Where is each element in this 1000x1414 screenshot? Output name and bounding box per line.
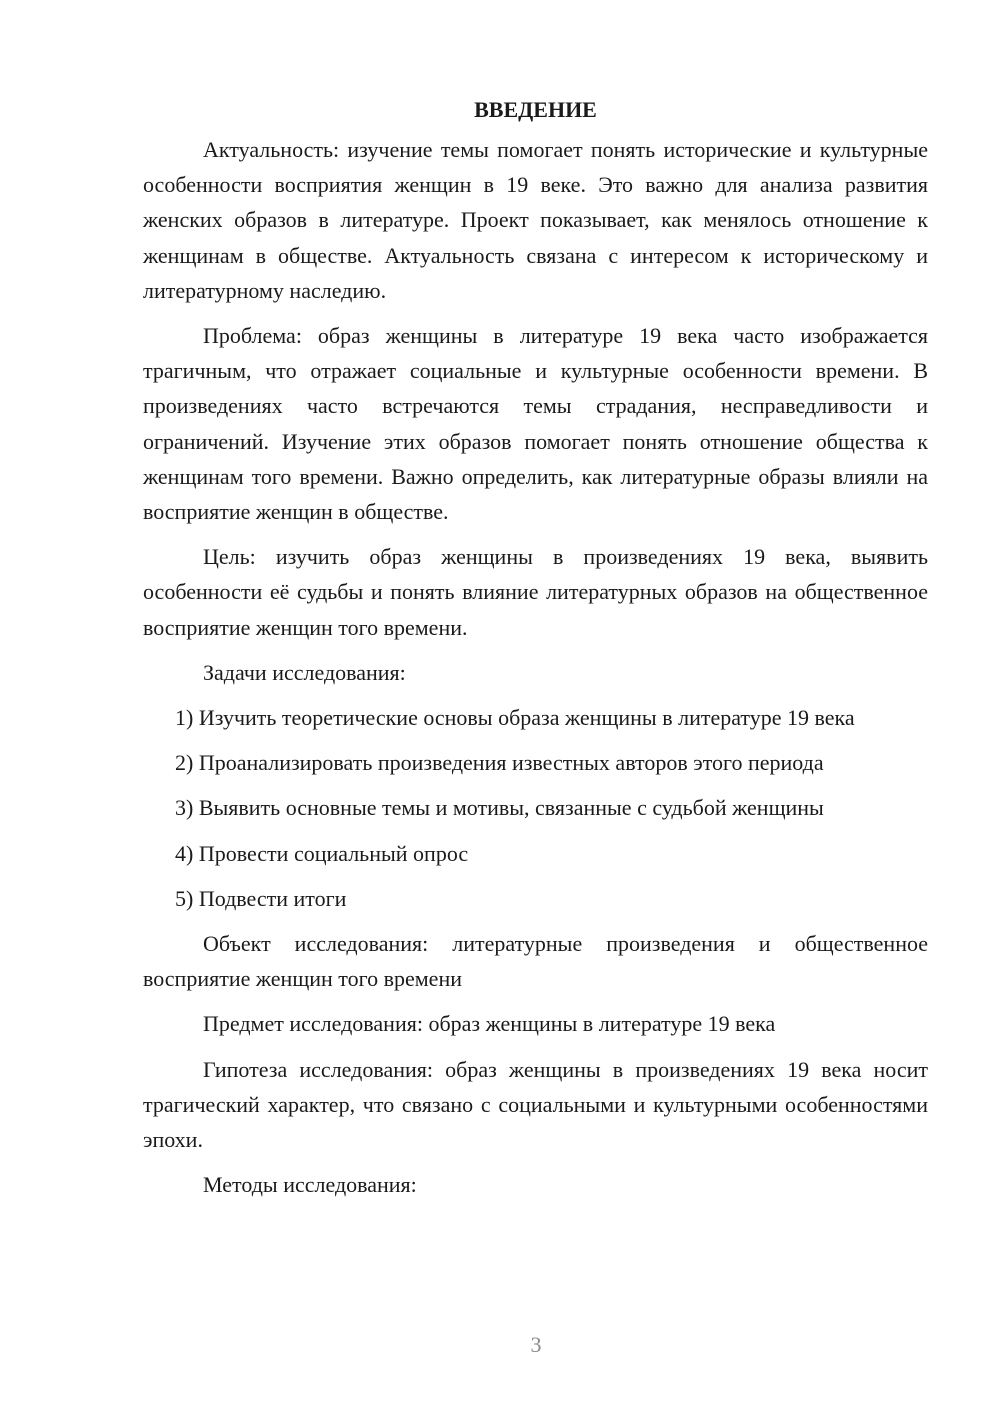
task-item-2: 2) Проанализировать произведения известных авторов этого периода — [175, 750, 824, 776]
tasks-heading: Задачи исследования: — [203, 659, 406, 685]
document-page — [143, 92, 928, 1212]
task-item-3: 3) Выявить основные темы и мотивы, связанные с судьбой женщины — [175, 795, 824, 821]
object-paragraph: Объект исследования: литературные произведения и общественное восприятие женщин того времени — [143, 931, 928, 992]
task-item-4: 4) Провести социальный опрос — [175, 840, 469, 866]
subject-paragraph: Предмет исследования: образ женщины в литературе 19 века — [203, 1011, 776, 1037]
hypothesis-paragraph: Гипотеза исследования: образ женщины в произведениях 19 века носит трагический характер, что связано с социальными и культурными особенностями эпохи. — [143, 1056, 928, 1153]
page-number: 3 — [530, 1332, 542, 1357]
page-title: ВВЕДЕНИЕ — [474, 97, 597, 122]
problem-paragraph: Проблема: образ женщины в литературе 19 века часто изображается трагичным, что отражает социальные и культурные особенности времени. В произведениях часто встречаются темы страдания, несправедливости и ограничений. Изучение этих образов помогает понять отношение общества к женщинам того времени. Важно определить, как литературные образы влияли на восприятие женщин в обществе. — [143, 323, 928, 525]
goal-paragraph: Цель: изучить образ женщины в произведениях 19 века, выявить особенности её судьбы и понять влияние литературных образов на общественное восприятие женщин того времени. — [143, 544, 928, 640]
task-item-1: 1) Изучить теоретические основы образа женщины в литературе 19 века — [175, 705, 855, 731]
relevance-paragraph: Актуальность: изучение темы помогает понять исторические и культурные особенности восприятия женщин в 19 веке. Это важно для анализа развития женских образов в литературе. Проект показывает, как менялось отношение к женщинам в обществе. Актуальность связана с интересом к историческому и литературному наследию. — [143, 137, 928, 303]
task-item-5: 5) Подвести итоги — [175, 885, 347, 911]
methods-heading: Методы исследования: — [203, 1172, 417, 1198]
